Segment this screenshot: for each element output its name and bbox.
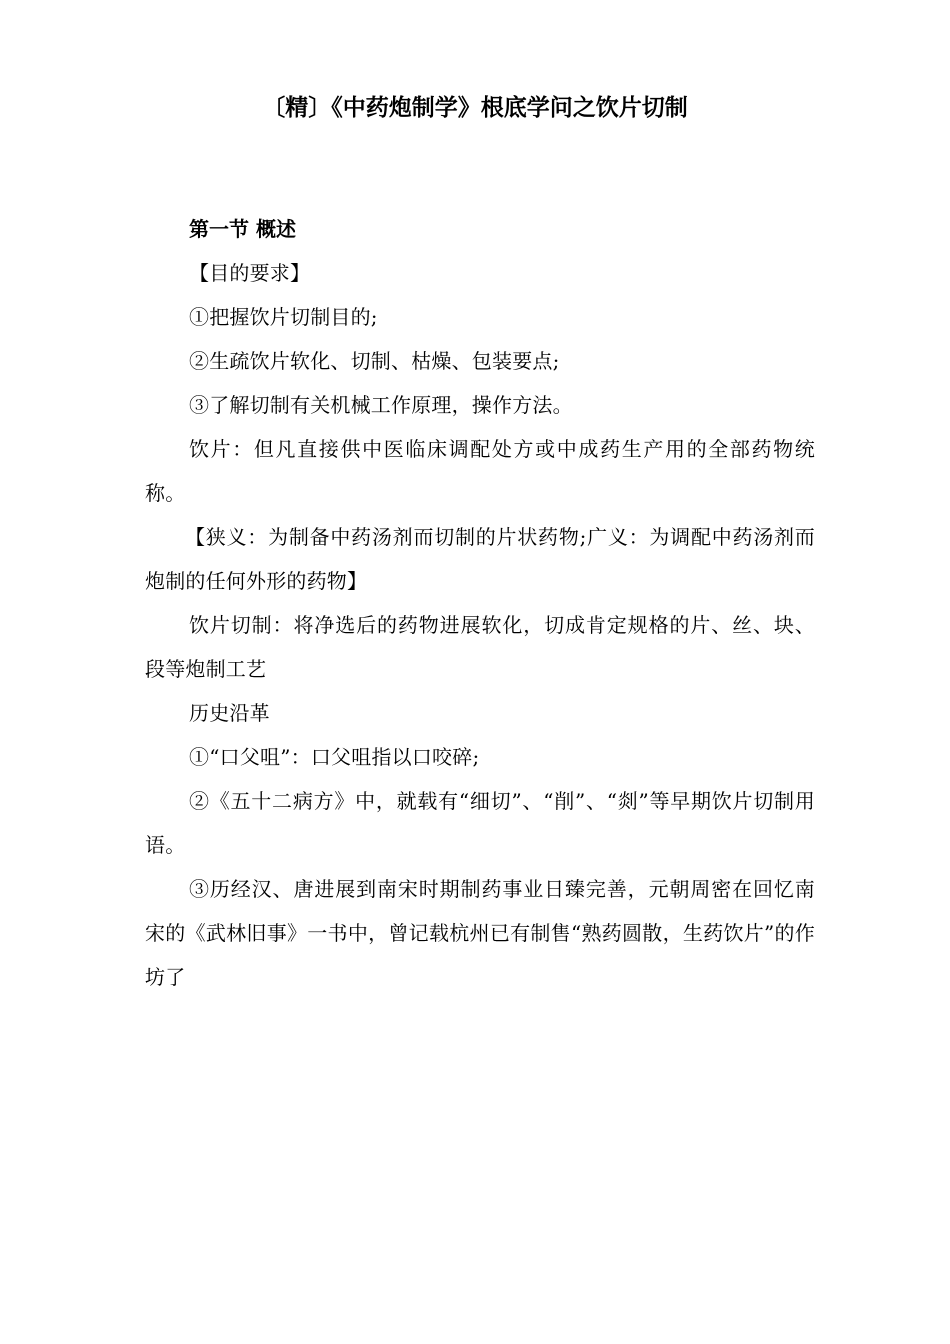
paragraph-objectives-heading: 【目的要求】	[189, 261, 311, 285]
paragraph-history-heading: 历史沿革	[189, 701, 270, 725]
paragraph-objective-1: ①把握饮片切制目的;	[189, 305, 378, 329]
paragraph-objective-2: ②生疏饮片软化、切制、枯燥、包装要点;	[189, 349, 560, 373]
paragraph-history-3: ③历经汉、唐进展到南宋时期制药事业日臻完善，元朝周密在回忆南宋的《武林旧事》一书中，曾记载杭州已有制售“熟药圆散，生药饮片”的作坊了	[145, 877, 815, 989]
section-heading: 第一节 概述	[189, 217, 296, 241]
paragraph-history-1: ①“口父咀”：口父咀指以口咬碎;	[189, 745, 480, 769]
paragraph-objective-3: ③了解切制有关机械工作原理，操作方法。	[189, 393, 573, 417]
document-body	[145, 207, 815, 999]
paragraph-definition-yinpian: 饮片：但凡直接供中医临床调配处方或中成药生产用的全部药物统称。	[145, 437, 815, 505]
paragraph-definition-cutting: 饮片切制：将净选后的药物进展软化，切成肯定规格的片、丝、块、段等炮制工艺	[145, 613, 815, 681]
document-title: 〔精〕《中药炮制学》根底学问之饮片切制	[262, 95, 688, 121]
paragraph-narrow-broad-sense: 【狭义：为制备中药汤剂而切制的片状药物;广义：为调配中药汤剂而炮制的任何外形的药物】	[145, 525, 815, 593]
paragraph-history-2: ②《五十二病方》中，就载有“细切”、“削”、“剡”等早期饮片切制用语。	[145, 789, 815, 857]
